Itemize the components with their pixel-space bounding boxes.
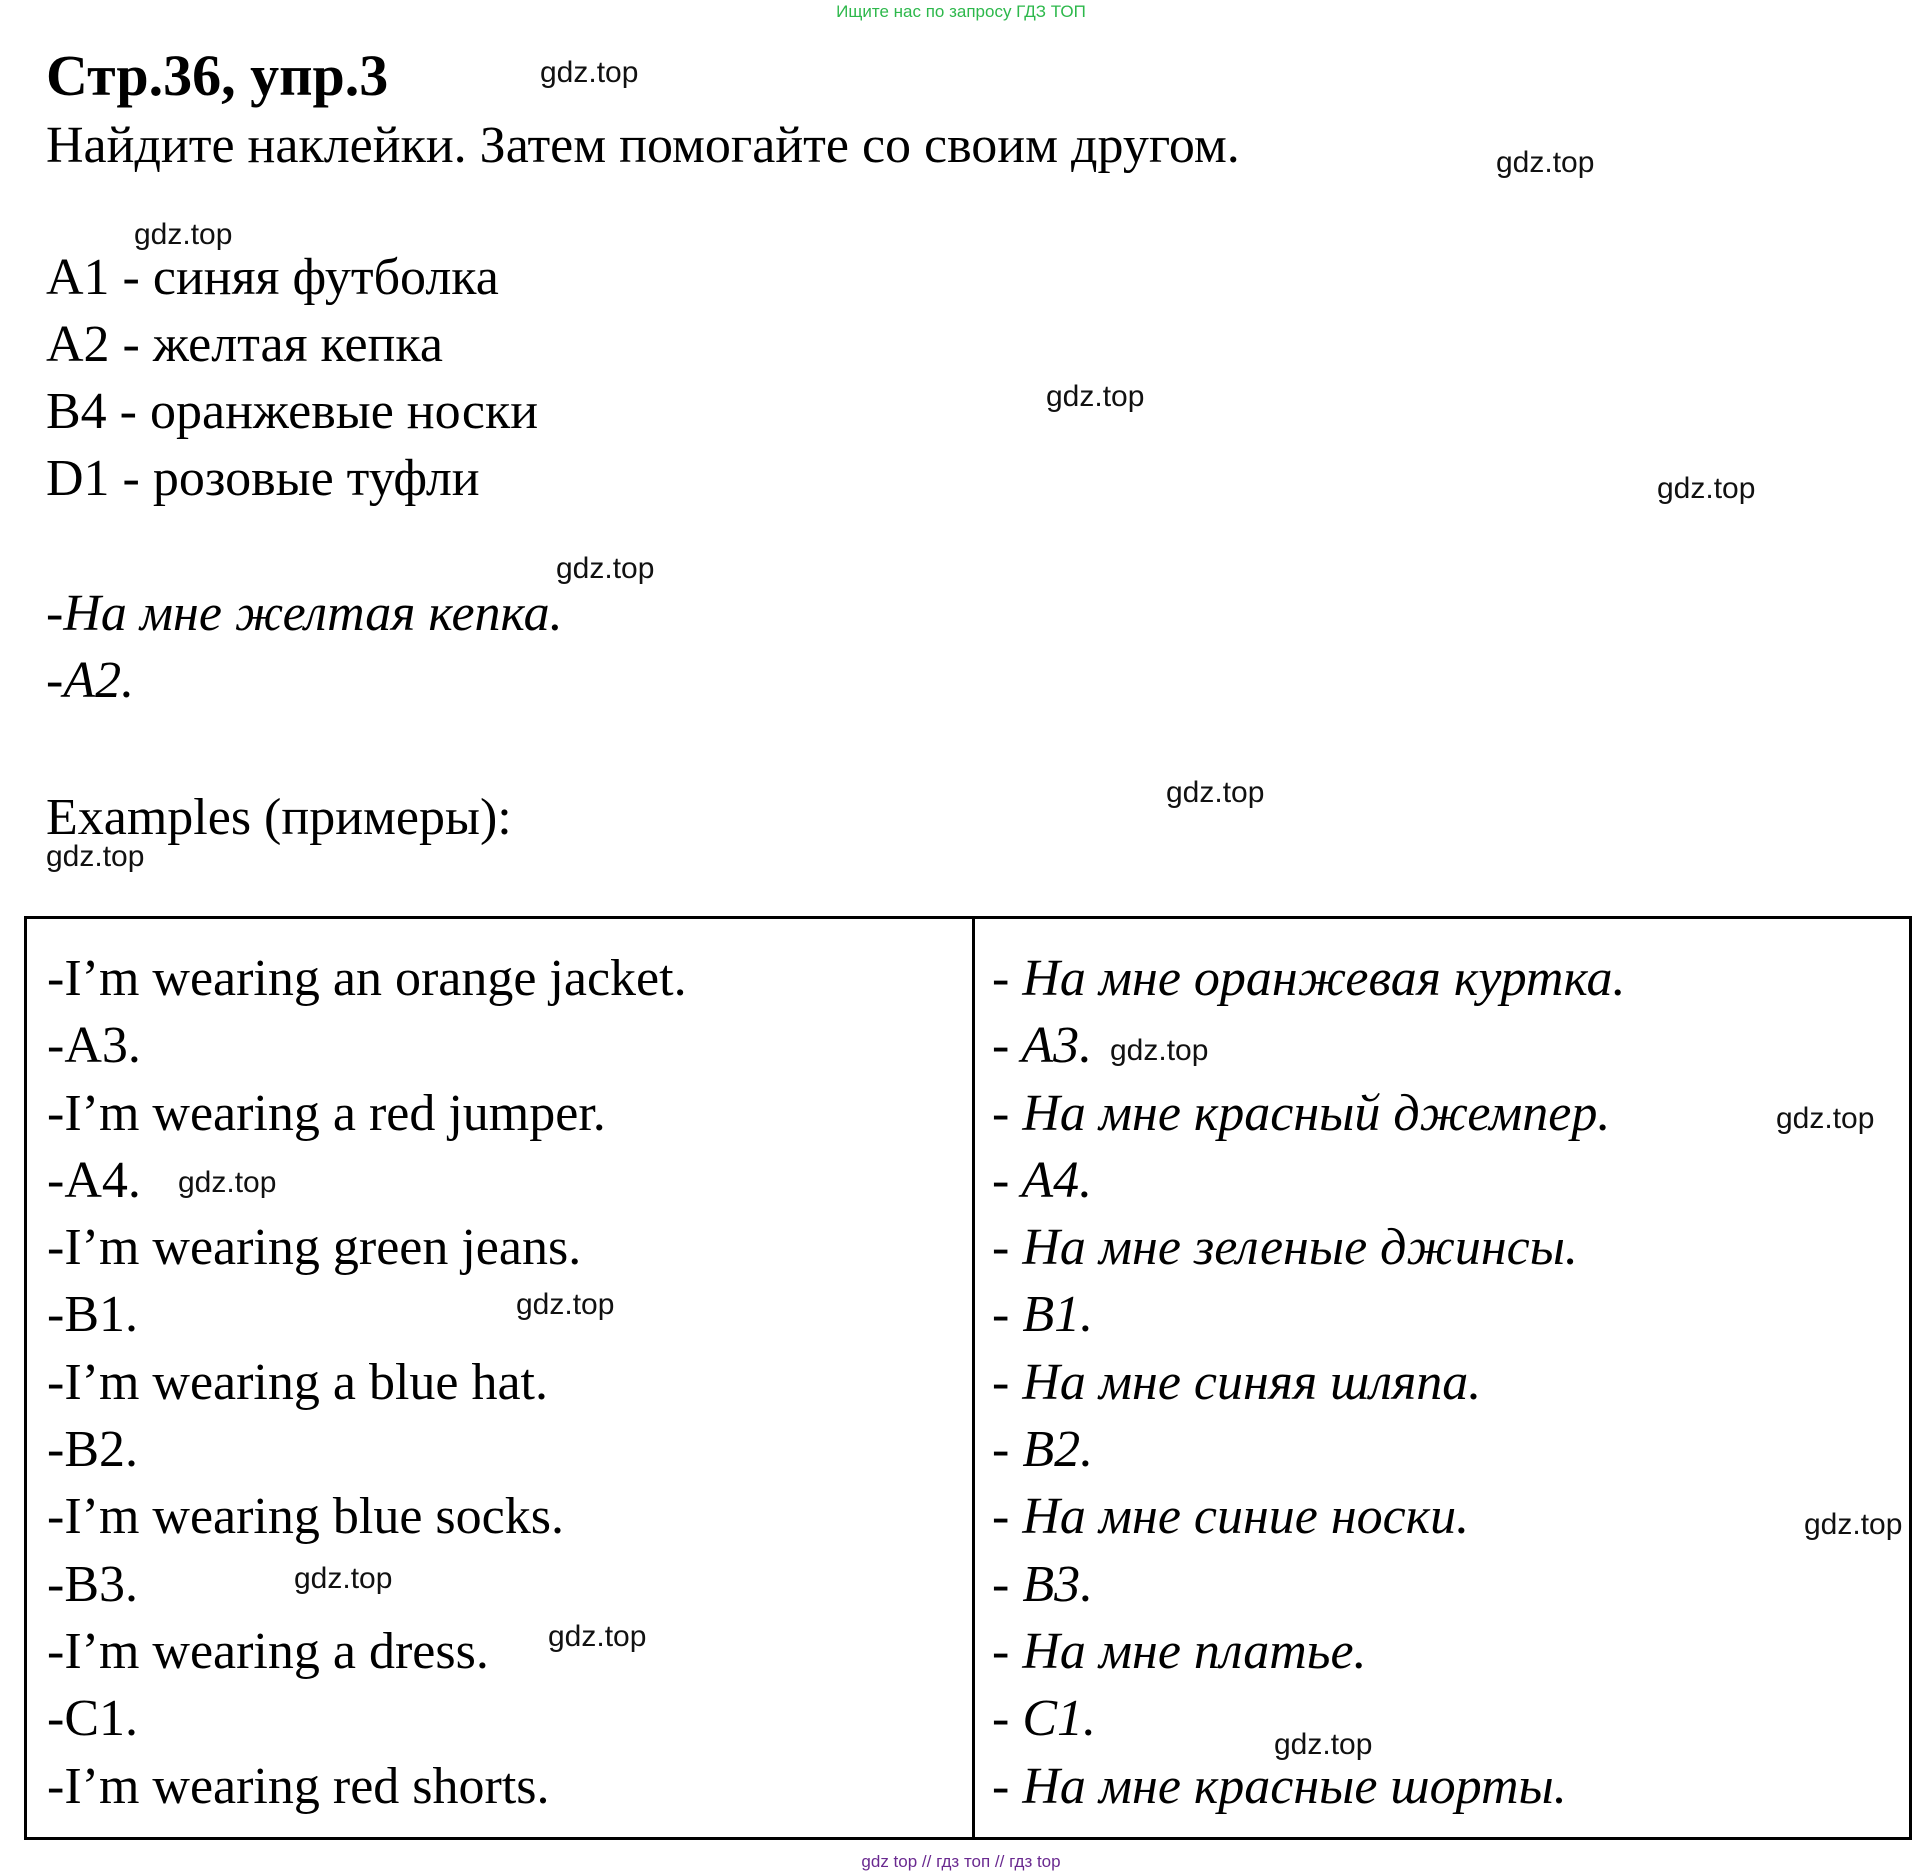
examples-heading: Examples (примеры): — [46, 789, 512, 846]
english-line: -A4. — [47, 1151, 141, 1209]
russian-line: - На мне платье. — [992, 1622, 1367, 1680]
english-line: -I’m wearing green jeans. — [47, 1219, 582, 1277]
russian-line: - На мне зеленые джинсы. — [992, 1219, 1578, 1277]
watermark: gdz.top — [178, 1166, 277, 1199]
english-line: -I’m wearing a blue hat. — [47, 1353, 549, 1411]
english-line: -C1. — [47, 1690, 138, 1748]
watermark: gdz.top — [1496, 146, 1595, 179]
watermark: gdz.top — [1166, 776, 1265, 809]
english-column — [47, 945, 687, 1820]
russian-line: - B1. — [992, 1286, 1094, 1344]
english-line: -I’m wearing an orange jacket. — [47, 950, 687, 1007]
examples-table — [24, 916, 1912, 1840]
table-divider — [972, 919, 975, 1837]
watermark: gdz.top — [556, 552, 655, 585]
english-line: -I’m wearing red shorts. — [47, 1757, 550, 1815]
russian-line: - На мне оранжевая куртка. — [992, 950, 1626, 1007]
watermark: gdz.top — [1274, 1728, 1373, 1761]
russian-line: - C1. — [992, 1690, 1096, 1748]
watermark: gdz.top — [134, 218, 233, 251]
task-instruction: Найдите наклейки. Затем помогайте со своим другом. — [46, 117, 1240, 174]
watermark: gdz.top — [1776, 1102, 1875, 1135]
sticker-item-d1: D1 - розовые туфли — [46, 450, 480, 507]
dialog-line-2: -A2. — [46, 652, 135, 709]
english-line: -I’m wearing blue socks. — [47, 1488, 564, 1546]
russian-line: - На мне синяя шляпа. — [992, 1353, 1482, 1411]
russian-line: - На мне синие носки. — [992, 1488, 1470, 1546]
sticker-item-b4: B4 - оранжевые носки — [46, 383, 539, 440]
russian-column — [992, 945, 1626, 1820]
watermark: gdz.top — [46, 840, 145, 873]
russian-line: - A4. — [992, 1151, 1093, 1209]
page-title: Стр.36, упр.3 — [46, 43, 389, 108]
english-line: -I’m wearing a dress. — [47, 1622, 489, 1680]
english-line: -B3. — [47, 1555, 138, 1613]
footer-watermark: gdz top // гдз топ // гдз top — [861, 1852, 1061, 1871]
english-line: -A3. — [47, 1017, 141, 1075]
watermark: gdz.top — [1046, 380, 1145, 413]
sticker-item-a1: A1 - синяя футболка — [46, 249, 499, 306]
english-line: -B2. — [47, 1421, 138, 1479]
watermark: gdz.top — [1657, 472, 1756, 505]
english-line: -B1. — [47, 1286, 138, 1344]
russian-line: - На мне красный джемпер. — [992, 1084, 1611, 1142]
sticker-item-a2: A2 - желтая кепка — [46, 316, 443, 373]
watermark: gdz.top — [1110, 1034, 1209, 1067]
dialog-line-1: -На мне желтая кепка. — [46, 585, 563, 642]
russian-line: - B3. — [992, 1555, 1094, 1613]
watermark: gdz.top — [1804, 1508, 1903, 1541]
watermark: gdz.top — [548, 1620, 647, 1653]
watermark: gdz.top — [294, 1562, 393, 1595]
watermark: gdz.top — [516, 1288, 615, 1321]
top-banner: Ищите нас по запросу ГДЗ ТОП — [836, 2, 1086, 21]
russian-line: - B2. — [992, 1421, 1094, 1479]
russian-line: - На мне красные шорты. — [992, 1757, 1567, 1815]
watermark: gdz.top — [540, 56, 639, 89]
russian-line: - A3. — [992, 1017, 1093, 1075]
english-line: -I’m wearing a red jumper. — [47, 1084, 606, 1142]
